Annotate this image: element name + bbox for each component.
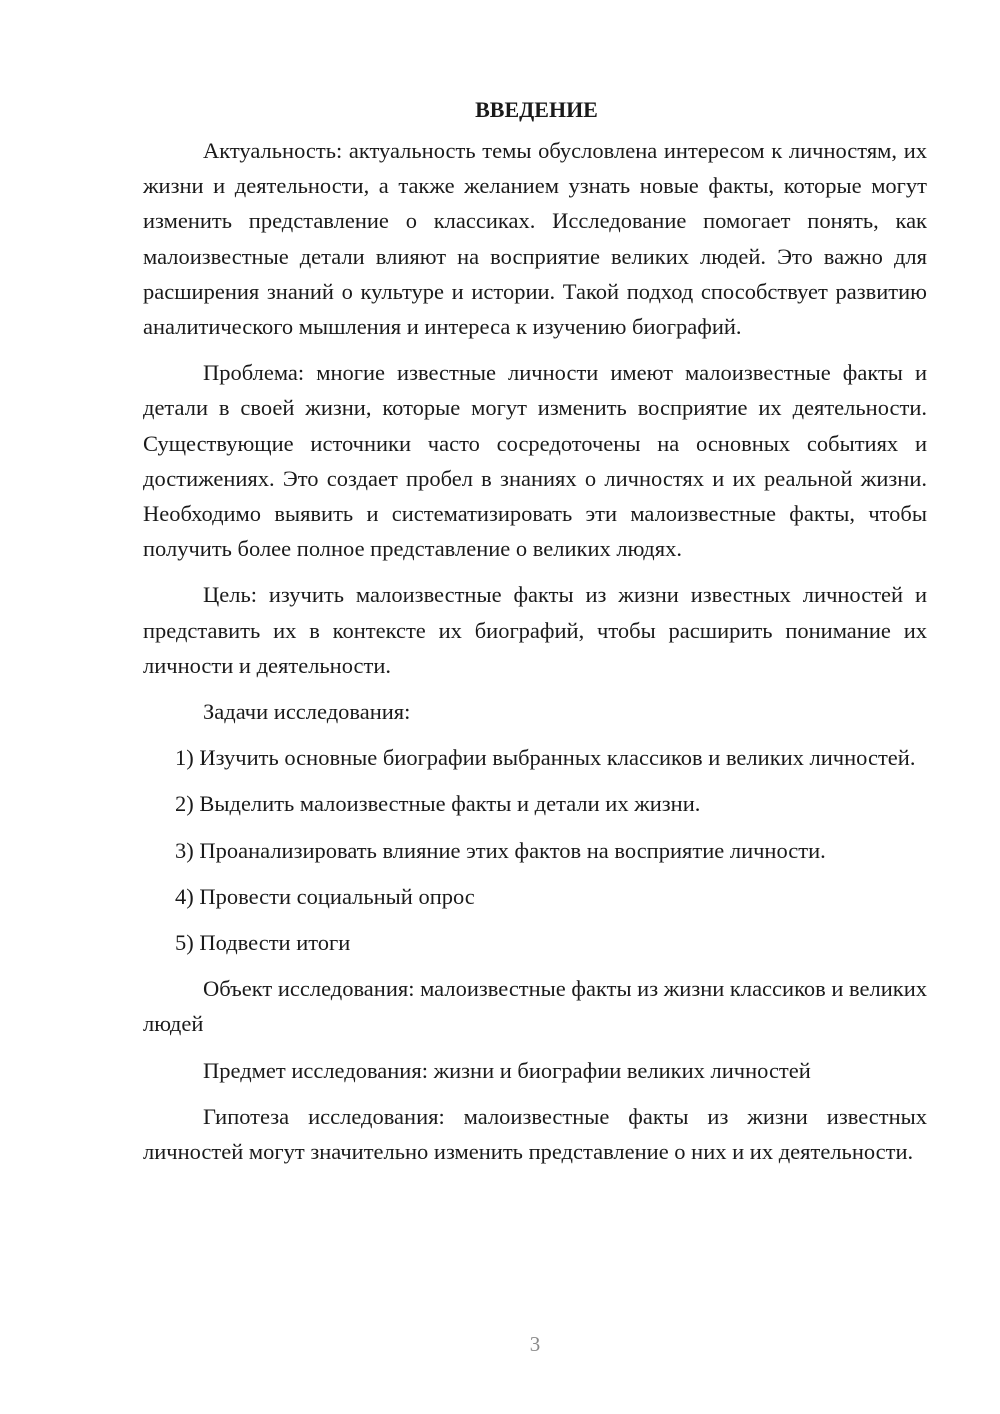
hypothesis-paragraph: Гипотеза исследования: малоизвестные факты из жизни известных личностей могут значительно изменить представление о них и их деятельности. xyxy=(143,1103,927,1165)
task-item: 3) Проанализировать влияние этих фактов на восприятие личности. xyxy=(175,837,826,863)
goal-paragraph: Цель: изучить малоизвестные факты из жизни известных личностей и представить их в контексте их биографий, чтобы расширить понимание их личности и деятельности. xyxy=(143,582,927,678)
page-number: 3 xyxy=(529,1332,541,1356)
task-item: 2) Выделить малоизвестные факты и детали их жизни. xyxy=(175,791,701,817)
relevance-paragraph: Актуальность: актуальность темы обусловлена интересом к личностям, их жизни и деятельности, а также желанием узнать новые факты, которые могут изменить представление о классиках. Исследование помогает понять, как малоизвестные детали влияют на восприятие великих людей. Это важно для расширения знаний о культуре и истории. Такой подход способствует развитию аналитического мышления и интереса к изучению биографий. xyxy=(143,138,927,340)
task-item: 5) Подвести итоги xyxy=(175,930,351,956)
task-item: 4) Провести социальный опрос xyxy=(175,883,475,909)
problem-paragraph: Проблема: многие известные личности имеют малоизвестные факты и детали в своей жизни, которые могут изменить восприятие их деятельности. Существующие источники часто сосредоточены на основных событиях и достижениях. Это создает пробел в знаниях о личностях и их реальной жизни. Необходимо выявить и систематизировать эти малоизвестные факты, чтобы получить более полное представление о великих людях. xyxy=(143,360,927,562)
task-item: 1) Изучить основные биографии выбранных классиков и великих личностей. xyxy=(175,745,916,771)
tasks-heading: Задачи исследования: xyxy=(203,699,411,725)
subject-paragraph: Предмет исследования: жизни и биографии великих личностей xyxy=(203,1057,811,1083)
page-content xyxy=(143,92,927,1180)
section-title: ВВЕДЕНИЕ xyxy=(475,97,598,122)
object-paragraph: Объект исследования: малоизвестные факты из жизни классиков и великих людей xyxy=(143,976,927,1037)
